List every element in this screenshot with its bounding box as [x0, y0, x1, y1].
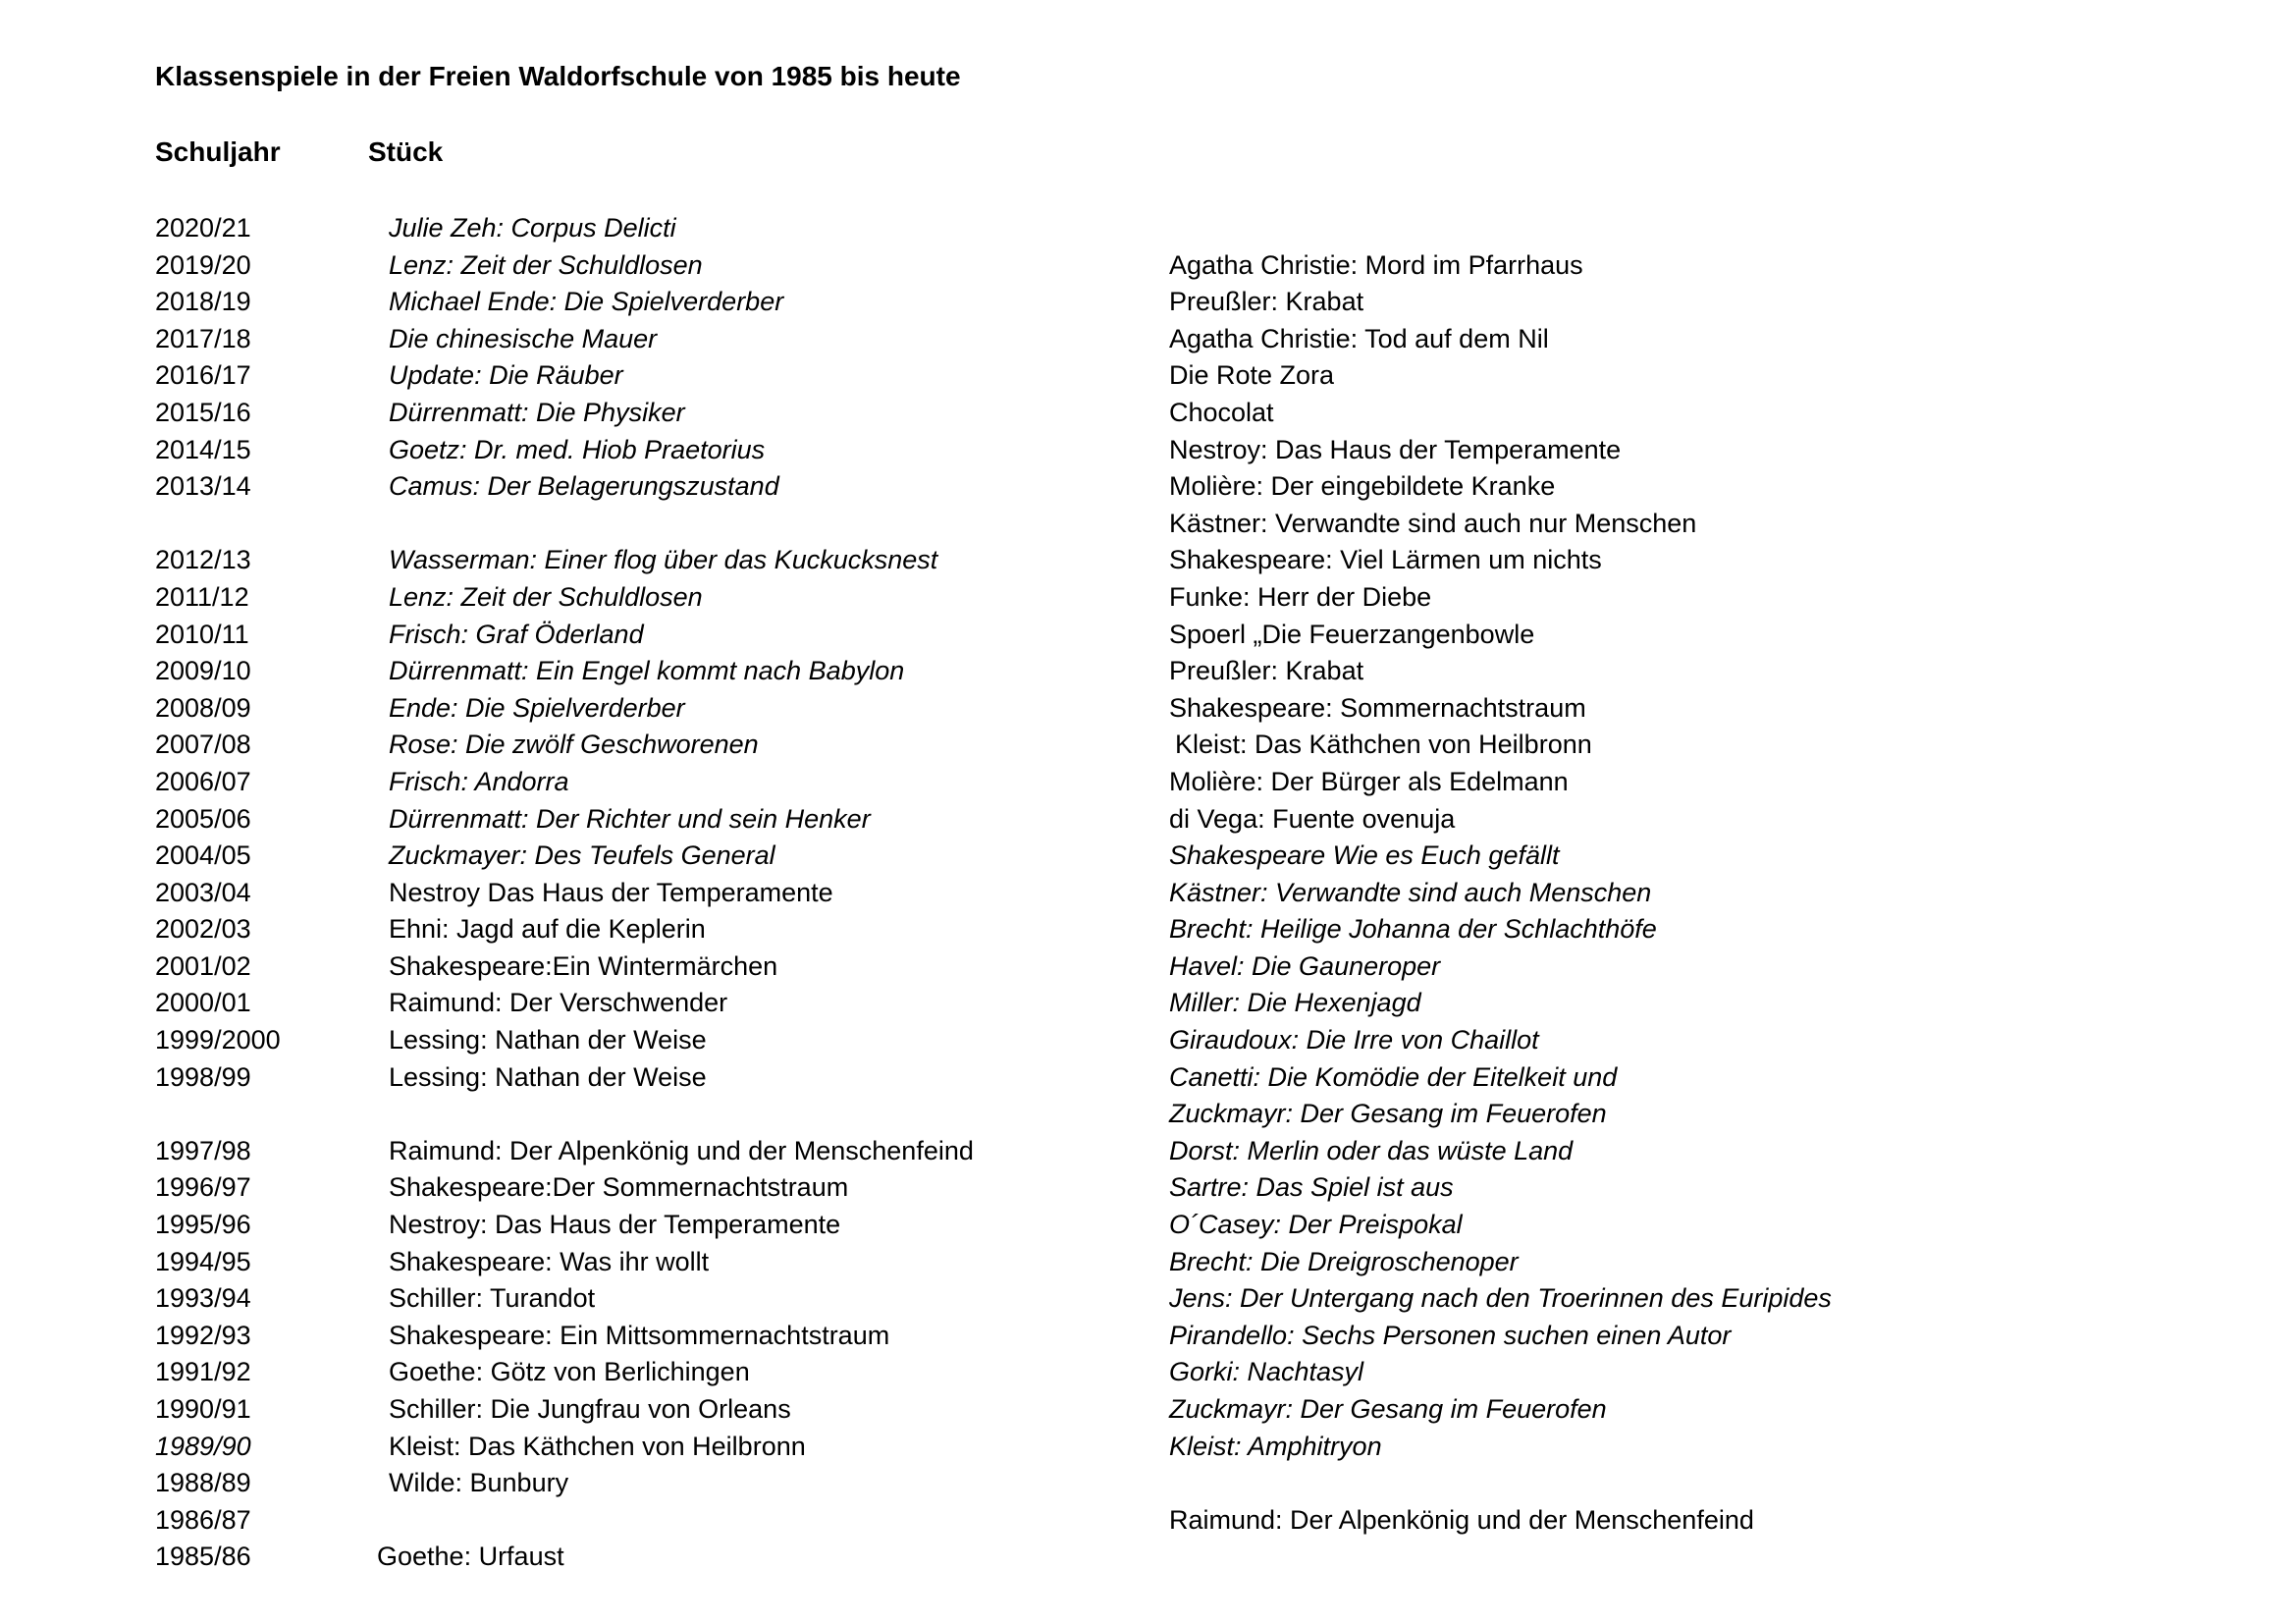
- play-cell: Zuckmayer: Des Teufels General: [389, 840, 775, 871]
- table-row: [0, 948, 2296, 986]
- table-row: [0, 1354, 2296, 1391]
- second-play-cell: Shakespeare: Sommernachtstraum: [1169, 692, 1586, 723]
- school-year-cell: 2011/12: [155, 581, 249, 612]
- second-play-cell: Zuckmayr: Der Gesang im Feuerofen: [1169, 1099, 1607, 1129]
- second-play-cell: Canetti: Die Komödie der Eitelkeit und: [1169, 1061, 1618, 1092]
- play-cell: Raimund: Der Verschwender: [389, 988, 728, 1018]
- table-row: [0, 801, 2296, 839]
- second-play-cell: Shakespeare Wie es Euch gefällt: [1169, 840, 1560, 871]
- play-cell: Camus: Der Belagerungszustand: [389, 471, 779, 502]
- table-row: [0, 1169, 2296, 1207]
- second-play-cell: Preußler: Krabat: [1169, 287, 1364, 317]
- table-row: [0, 357, 2296, 395]
- play-cell: Wilde: Bunbury: [389, 1468, 569, 1498]
- table-row: [0, 1022, 2296, 1059]
- school-year-cell: 2004/05: [155, 840, 251, 871]
- table-row: [0, 542, 2296, 579]
- school-year-cell: 2012/13: [155, 545, 251, 575]
- table-row: [0, 468, 2296, 506]
- play-cell: Goetz: Dr. med. Hiob Praetorius: [389, 434, 766, 464]
- table-row: [0, 653, 2296, 690]
- table-row: [0, 911, 2296, 948]
- second-play-cell: Kleist: Das Käthchen von Heilbronn: [1175, 730, 1592, 760]
- table-row: [0, 247, 2296, 285]
- school-year-cell: 2000/01: [155, 988, 251, 1018]
- plays-table: [0, 210, 2296, 1576]
- second-play-cell: Zuckmayr: Der Gesang im Feuerofen: [1169, 1394, 1607, 1424]
- school-year-cell: 1999/2000: [155, 1025, 281, 1056]
- play-cell: Raimund: Der Alpenkönig und der Menschenfeind: [389, 1135, 974, 1165]
- second-play-cell: Shakespeare: Viel Lärmen um nichts: [1169, 545, 1602, 575]
- play-cell: Frisch: Andorra: [389, 766, 569, 796]
- school-year-cell: 2009/10: [155, 656, 251, 686]
- play-cell: Julie Zeh: Corpus Delicti: [389, 213, 676, 243]
- second-play-cell: Funke: Herr der Diebe: [1169, 581, 1432, 612]
- table-row: [0, 838, 2296, 875]
- play-cell: Wasserman: Einer flog über das Kuckucksnest: [389, 545, 938, 575]
- play-cell: Rose: Die zwölf Geschworenen: [389, 730, 759, 760]
- play-cell: Lenz: Zeit der Schuldlosen: [389, 581, 703, 612]
- school-year-cell: 1997/98: [155, 1135, 251, 1165]
- table-row: [0, 1133, 2296, 1170]
- play-cell: Nestroy Das Haus der Temperamente: [389, 877, 833, 907]
- school-year-cell: 1996/97: [155, 1172, 251, 1203]
- column-header-school-year: Schuljahr: [155, 136, 281, 167]
- play-cell: Lessing: Nathan der Weise: [389, 1061, 707, 1092]
- school-year-cell: 1992/93: [155, 1320, 251, 1350]
- column-header-play: Stück: [368, 136, 444, 167]
- table-row: [0, 1280, 2296, 1318]
- school-year-cell: 2020/21: [155, 213, 251, 243]
- play-cell: Nestroy: Das Haus der Temperamente: [389, 1210, 841, 1240]
- second-play-cell: Agatha Christie: Mord im Pfarrhaus: [1169, 249, 1583, 280]
- school-year-cell: 2002/03: [155, 914, 251, 945]
- table-row: [0, 1059, 2296, 1097]
- school-year-cell: 2019/20: [155, 249, 251, 280]
- second-play-cell: Chocolat: [1169, 397, 1274, 427]
- second-play-cell: Preußler: Krabat: [1169, 656, 1364, 686]
- table-row: [0, 985, 2296, 1022]
- second-play-cell: Jens: Der Untergang nach den Troerinnen des Euripides: [1169, 1283, 1832, 1314]
- second-play-cell: Molière: Der eingebildete Kranke: [1169, 471, 1556, 502]
- table-row: [0, 1465, 2296, 1502]
- table-row: [0, 875, 2296, 912]
- play-cell: Dürrenmatt: Die Physiker: [389, 397, 685, 427]
- play-cell: Shakespeare:Ein Wintermärchen: [389, 950, 778, 981]
- play-cell: Dürrenmatt: Der Richter und sein Henker: [389, 803, 871, 834]
- play-cell: Update: Die Räuber: [389, 360, 623, 391]
- school-year-cell: 1994/95: [155, 1246, 251, 1276]
- document-title: Klassenspiele in der Freien Waldorfschule von 1985 bis heute: [155, 61, 961, 91]
- school-year-cell: 2003/04: [155, 877, 251, 907]
- second-play-cell: Miller: Die Hexenjagd: [1169, 988, 1421, 1018]
- second-play-cell: Molière: Der Bürger als Edelmann: [1169, 766, 1569, 796]
- second-play-cell: Raimund: Der Alpenkönig und der Menschenfeind: [1169, 1504, 1754, 1535]
- second-play-cell: Agatha Christie: Tod auf dem Nil: [1169, 323, 1549, 353]
- table-row: [0, 1244, 2296, 1281]
- play-cell: Lenz: Zeit der Schuldlosen: [389, 249, 703, 280]
- second-play-cell: Brecht: Heilige Johanna der Schlachthöfe: [1169, 914, 1657, 945]
- second-play-cell: O´Casey: Der Preispokal: [1169, 1210, 1463, 1240]
- play-cell: Kleist: Das Käthchen von Heilbronn: [389, 1431, 806, 1461]
- play-cell: Dürrenmatt: Ein Engel kommt nach Babylon: [389, 656, 905, 686]
- play-cell: Schiller: Turandot: [389, 1283, 596, 1314]
- table-row: [0, 210, 2296, 247]
- school-year-cell: 2006/07: [155, 766, 251, 796]
- second-play-cell: Spoerl „Die Feuerzangenbowle: [1169, 619, 1535, 649]
- table-row: [0, 432, 2296, 469]
- school-year-cell: 2008/09: [155, 692, 251, 723]
- school-year-cell: 1986/87: [155, 1504, 251, 1535]
- table-row: [0, 1539, 2296, 1576]
- school-year-cell: 1989/90: [155, 1431, 251, 1461]
- table-row: [0, 1207, 2296, 1244]
- second-play-cell: Brecht: Die Dreigroschenoper: [1169, 1246, 1519, 1276]
- play-cell: Lessing: Nathan der Weise: [389, 1025, 707, 1056]
- play-cell: Frisch: Graf Öderland: [389, 619, 644, 649]
- school-year-cell: 2015/16: [155, 397, 251, 427]
- second-play-cell: Pirandello: Sechs Personen suchen einen Autor: [1169, 1320, 1732, 1350]
- second-play-cell: Gorki: Nachtasyl: [1169, 1357, 1364, 1387]
- school-year-cell: 2005/06: [155, 803, 251, 834]
- table-row: [0, 506, 2296, 543]
- table-row: [0, 1502, 2296, 1540]
- school-year-cell: 1991/92: [155, 1357, 251, 1387]
- play-cell: Shakespeare:Der Sommernachtstraum: [389, 1172, 849, 1203]
- table-row: [0, 764, 2296, 801]
- second-play-cell: Die Rote Zora: [1169, 360, 1335, 391]
- school-year-cell: 2014/15: [155, 434, 251, 464]
- table-row: [0, 395, 2296, 432]
- second-play-cell: di Vega: Fuente ovenuja: [1169, 803, 1456, 834]
- school-year-cell: 2017/18: [155, 323, 251, 353]
- second-play-cell: Giraudoux: Die Irre von Chaillot: [1169, 1025, 1539, 1056]
- table-row: [0, 617, 2296, 654]
- play-cell: Goethe: Götz von Berlichingen: [389, 1357, 750, 1387]
- school-year-cell: 1993/94: [155, 1283, 251, 1314]
- table-row: [0, 1318, 2296, 1355]
- school-year-cell: 1990/91: [155, 1394, 251, 1424]
- play-cell: Ehni: Jagd auf die Keplerin: [389, 914, 706, 945]
- table-row: [0, 321, 2296, 358]
- school-year-cell: 1995/96: [155, 1210, 251, 1240]
- second-play-cell: Kästner: Verwandte sind auch Menschen: [1169, 877, 1652, 907]
- second-play-cell: Sartre: Das Spiel ist aus: [1169, 1172, 1454, 1203]
- school-year-cell: 2007/08: [155, 730, 251, 760]
- table-row: [0, 579, 2296, 617]
- school-year-cell: 2010/11: [155, 619, 249, 649]
- second-play-cell: Nestroy: Das Haus der Temperamente: [1169, 434, 1622, 464]
- play-cell: Shakespeare: Ein Mittsommernachtstraum: [389, 1320, 890, 1350]
- table-row: [0, 690, 2296, 728]
- school-year-cell: 2001/02: [155, 950, 251, 981]
- school-year-cell: 1998/99: [155, 1061, 251, 1092]
- second-play-cell: Dorst: Merlin oder das wüste Land: [1169, 1135, 1574, 1165]
- school-year-cell: 2016/17: [155, 360, 251, 391]
- table-row: [0, 1429, 2296, 1466]
- play-cell: Schiller: Die Jungfrau von Orleans: [389, 1394, 791, 1424]
- table-row: [0, 284, 2296, 321]
- school-year-cell: 2013/14: [155, 471, 251, 502]
- play-cell: Goethe: Urfaust: [377, 1542, 564, 1572]
- play-cell: Die chinesische Mauer: [389, 323, 658, 353]
- second-play-cell: Kästner: Verwandte sind auch nur Menschen: [1169, 508, 1697, 538]
- table-row: [0, 727, 2296, 764]
- play-cell: Ende: Die Spielverderber: [389, 692, 685, 723]
- school-year-cell: 1988/89: [155, 1468, 251, 1498]
- table-row: [0, 1391, 2296, 1429]
- table-row: [0, 1096, 2296, 1133]
- play-cell: Michael Ende: Die Spielverderber: [389, 287, 784, 317]
- second-play-cell: Kleist: Amphitryon: [1169, 1431, 1382, 1461]
- school-year-cell: 1985/86: [155, 1542, 251, 1572]
- school-year-cell: 2018/19: [155, 287, 251, 317]
- second-play-cell: Havel: Die Gauneroper: [1169, 950, 1441, 981]
- play-cell: Shakespeare: Was ihr wollt: [389, 1246, 710, 1276]
